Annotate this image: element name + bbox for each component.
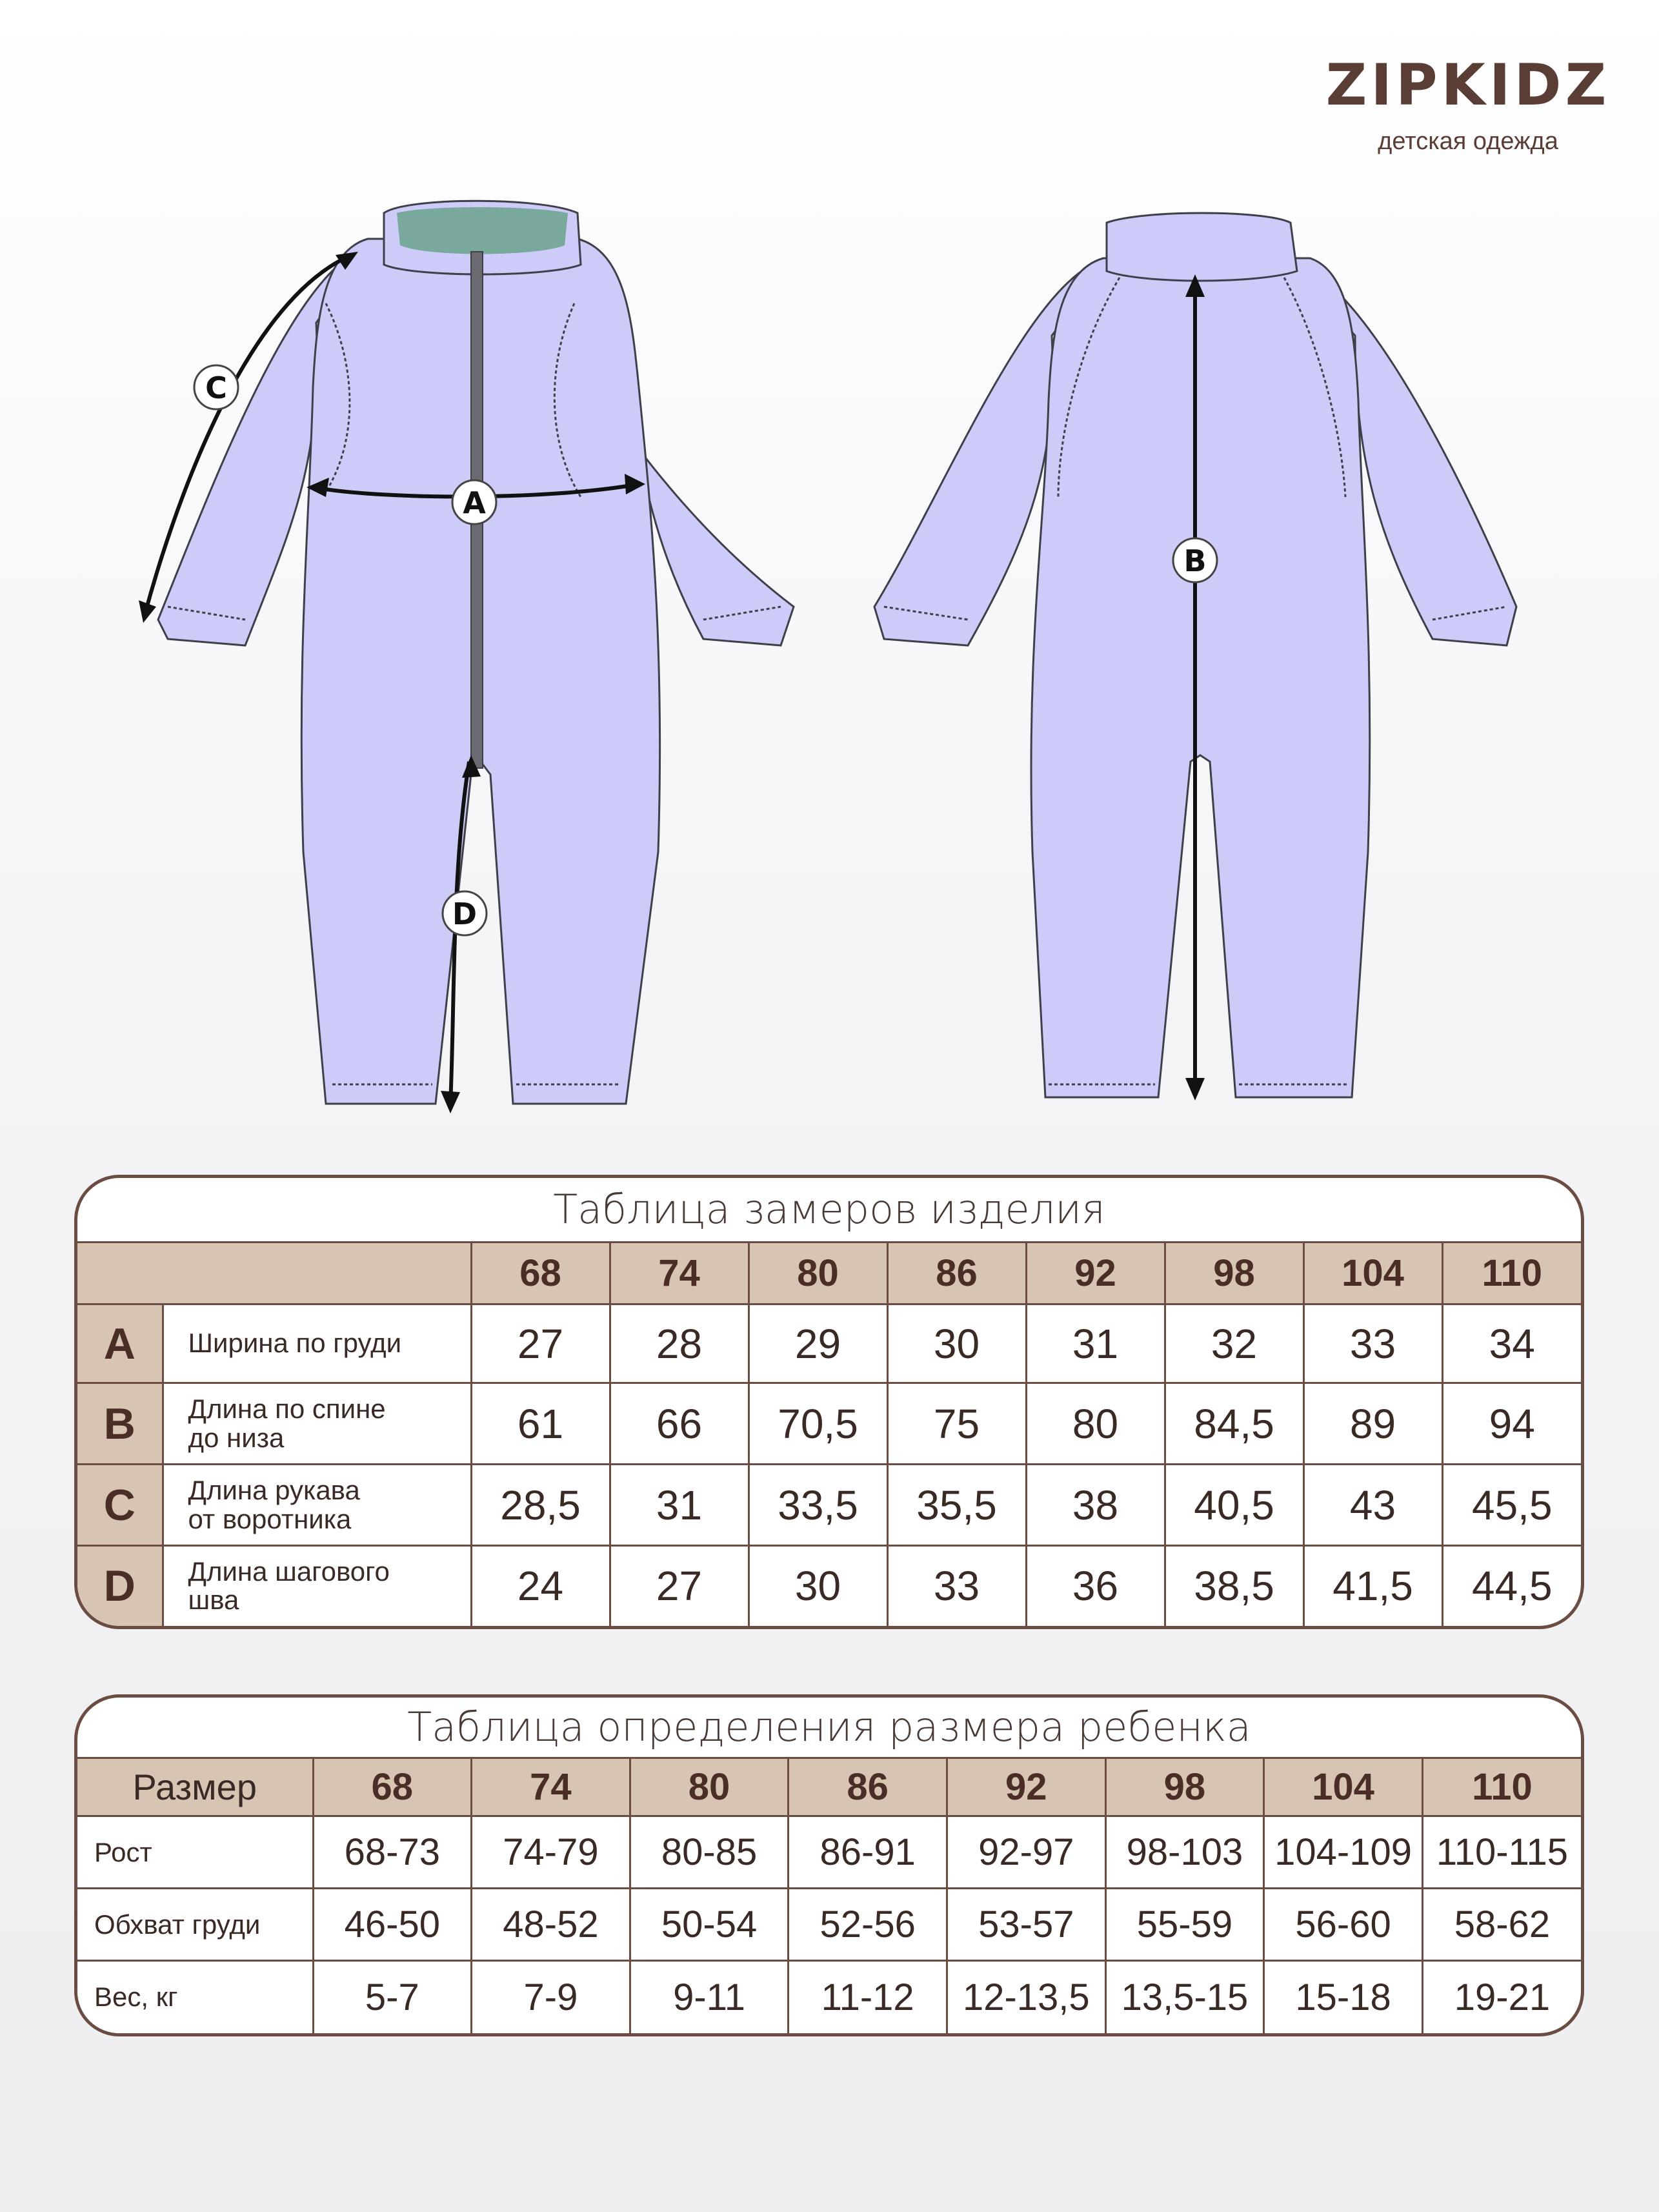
table-cell: 34 [1442,1304,1581,1383]
collar-lining [397,207,568,254]
size-table-grid [77,1757,1581,2033]
table-cell: 61 [471,1383,610,1465]
brand-tagline: детская одежда [1378,128,1558,155]
row-label: Длина рукава от воротника [163,1465,471,1546]
badge-a [452,480,496,524]
size-header: 86 [789,1758,947,1816]
table-cell: 27 [610,1546,749,1626]
row-label: Рост [77,1816,313,1889]
table-cell: 110-115 [1422,1816,1581,1889]
row-letter: C [77,1465,163,1546]
svg-text:B: B [1183,543,1207,578]
row-label: Длина шагового шва [163,1546,471,1626]
size-header: 86 [887,1243,1026,1304]
table-cell: 28 [610,1304,749,1383]
table-cell: 38 [1026,1465,1165,1546]
back-body [1031,258,1370,1097]
size-table-title: Таблица определения размера ребенка [407,1703,1251,1750]
front-view-illustration [129,194,813,1136]
table-cell: 80 [1026,1383,1165,1465]
table-cell: 40,5 [1165,1465,1303,1546]
size-header: 74 [610,1243,749,1304]
badge-d [443,891,487,935]
back-view-illustration [865,194,1549,1136]
measure-table-title: Таблица замеров изделия [553,1186,1105,1233]
size-header: 110 [1442,1243,1581,1304]
table-cell: 13,5-15 [1105,1961,1264,2033]
table-cell: 55-59 [1105,1889,1264,1961]
table-cell: 30 [887,1304,1026,1383]
table-cell: 19-21 [1422,1961,1581,2033]
table-cell: 45,5 [1442,1465,1581,1546]
table-cell: 92-97 [947,1816,1106,1889]
size-header: 98 [1165,1243,1303,1304]
row-label: Обхват груди [77,1889,313,1961]
table-cell: 44,5 [1442,1546,1581,1626]
table-cell: 38,5 [1165,1546,1303,1626]
badge-c [194,365,238,409]
table-cell: 53-57 [947,1889,1106,1961]
table-cell: 74-79 [472,1816,630,1889]
table-cell: 36 [1026,1546,1165,1626]
row-letter: A [77,1304,163,1383]
table-cell: 52-56 [789,1889,947,1961]
size-header: 92 [947,1758,1106,1816]
svg-text:C: C [205,370,227,405]
table-cell: 70,5 [749,1383,887,1465]
table-cell: 29 [749,1304,887,1383]
table-cell: 9-11 [630,1961,789,2033]
corner-cell [77,1243,471,1304]
table-cell: 48-52 [472,1889,630,1961]
measure-table-grid [77,1241,1581,1626]
size-header: 104 [1264,1758,1423,1816]
row-letter: B [77,1383,163,1465]
svg-text:D: D [452,897,478,931]
size-header: 80 [749,1243,887,1304]
svg-text:A: A [463,485,486,520]
table-cell: 7-9 [472,1961,630,2033]
table-cell: 11-12 [789,1961,947,2033]
row-label: Длина по спине до низа [163,1383,471,1465]
table-cell: 68-73 [313,1816,472,1889]
table-cell: 58-62 [1422,1889,1581,1961]
row-letter: D [77,1546,163,1626]
table-cell: 94 [1442,1383,1581,1465]
table-cell: 41,5 [1303,1546,1442,1626]
table-cell: 98-103 [1105,1816,1264,1889]
size-header: 92 [1026,1243,1165,1304]
table-cell: 31 [610,1465,749,1546]
table-cell: 33 [1303,1304,1442,1383]
table-cell: 104-109 [1264,1816,1423,1889]
size-header: 74 [472,1758,630,1816]
table-cell: 43 [1303,1465,1442,1546]
table-cell: 27 [471,1304,610,1383]
badge-b [1173,538,1217,582]
size-header: 68 [471,1243,610,1304]
size-header: 68 [313,1758,472,1816]
table-cell: 46-50 [313,1889,472,1961]
table-cell: 12-13,5 [947,1961,1106,2033]
size-header: 104 [1303,1243,1442,1304]
table-cell: 35,5 [887,1465,1026,1546]
table-cell: 66 [610,1383,749,1465]
table-cell: 50-54 [630,1889,789,1961]
table-cell: 32 [1165,1304,1303,1383]
table-cell: 80-85 [630,1816,789,1889]
table-cell: 84,5 [1165,1383,1303,1465]
table-cell: 56-60 [1264,1889,1423,1961]
row-label: Вес, кг [77,1961,313,2033]
back-collar [1107,213,1297,281]
brand-logo [1316,52,1620,156]
size-header: 80 [630,1758,789,1816]
size-table [74,1694,1584,2036]
table-cell: 30 [749,1546,887,1626]
row-label: Ширина по груди [163,1304,471,1383]
size-header-label: Размер [77,1758,313,1816]
table-cell: 31 [1026,1304,1165,1383]
size-header: 98 [1105,1758,1264,1816]
table-cell: 28,5 [471,1465,610,1546]
size-header: 110 [1422,1758,1581,1816]
measure-table [74,1175,1584,1629]
table-cell: 33 [887,1546,1026,1626]
table-cell: 15-18 [1264,1961,1423,2033]
table-cell: 5-7 [313,1961,472,2033]
table-cell: 89 [1303,1383,1442,1465]
table-cell: 86-91 [789,1816,947,1889]
table-cell: 24 [471,1546,610,1626]
brand-name: ZIPKIDZ [1325,52,1611,118]
table-cell: 33,5 [749,1465,887,1546]
table-cell: 75 [887,1383,1026,1465]
